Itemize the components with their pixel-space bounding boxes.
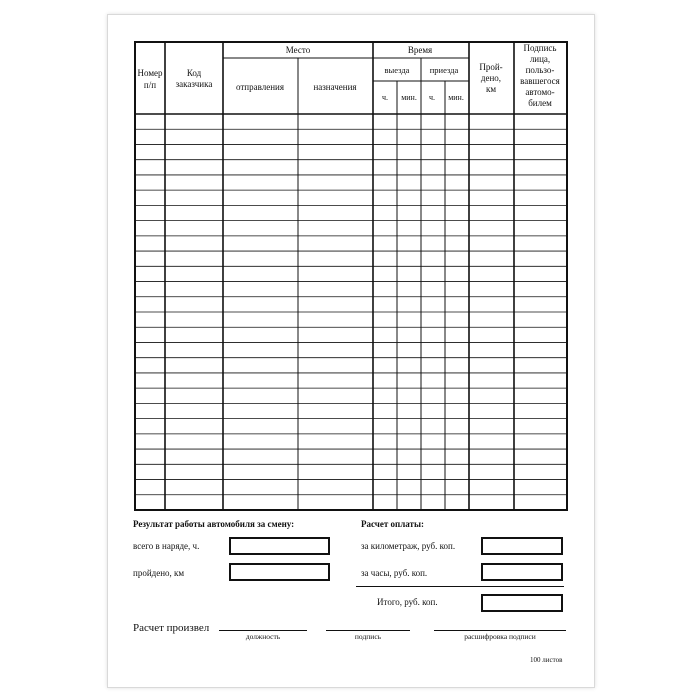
header-signature-line2: лица, (529, 54, 551, 64)
signoff-label: Расчет произвел (133, 622, 210, 634)
header-hours-1: ч. (381, 93, 389, 102)
decoding-line[interactable] (434, 630, 566, 631)
distance-field[interactable] (229, 563, 330, 581)
table-border (135, 42, 567, 510)
position-line[interactable] (219, 630, 307, 631)
header-destination-place: назначения (313, 82, 357, 92)
header-arrival-time: приезда (429, 65, 459, 75)
header-minutes-2: мин. (448, 93, 464, 102)
header-signature-line1: Подпись (523, 43, 557, 53)
sheets-note: 100 листов (530, 656, 563, 664)
signature-caption: подпись (354, 632, 382, 641)
per-hour-field[interactable] (481, 563, 563, 581)
header-place: Место (285, 45, 311, 55)
header-distance-line1: Прой- (479, 62, 503, 72)
total-hours-label: всего в наряде, ч. (133, 541, 200, 551)
per-km-label: за километраж, руб. коп. (361, 541, 456, 551)
header-hours-2: ч. (428, 93, 436, 102)
header-signature-line6: билем (528, 98, 552, 108)
results-title: Результат работы автомобиля за смену: (133, 519, 295, 529)
per-hour-label: за часы, руб. коп. (361, 568, 428, 578)
header-departure-place: отправления (235, 82, 285, 92)
header-departure-time: выезда (384, 65, 410, 75)
per-km-field[interactable] (481, 537, 563, 555)
total-separator-line (356, 586, 564, 587)
header-customer-code-line2: заказчика (175, 79, 213, 89)
table-grid (135, 42, 567, 510)
header-distance-line3: км (485, 84, 497, 94)
distance-label: пройдено, км (133, 568, 185, 578)
header-time: Время (407, 45, 433, 55)
total-hours-field[interactable] (229, 537, 330, 555)
decoding-caption: расшифровка подписи (464, 632, 536, 641)
header-number-line1: Номер (137, 68, 163, 78)
header-signature-line5: автомо- (525, 87, 555, 97)
header-minutes-1: мин. (401, 93, 417, 102)
payment-title: Расчет оплаты: (361, 519, 424, 529)
header-signature-line4: вавшегося (520, 76, 560, 86)
header-distance-line2: дено, (480, 73, 502, 83)
position-caption: должность (245, 632, 281, 641)
header-number-line2: п/п (143, 80, 157, 90)
header-customer-code-line1: Код (186, 68, 202, 78)
total-label: Итого, руб. коп. (377, 597, 438, 607)
header-signature-line3: пользо- (525, 65, 555, 75)
signature-line[interactable] (326, 630, 410, 631)
total-field[interactable] (481, 594, 563, 612)
